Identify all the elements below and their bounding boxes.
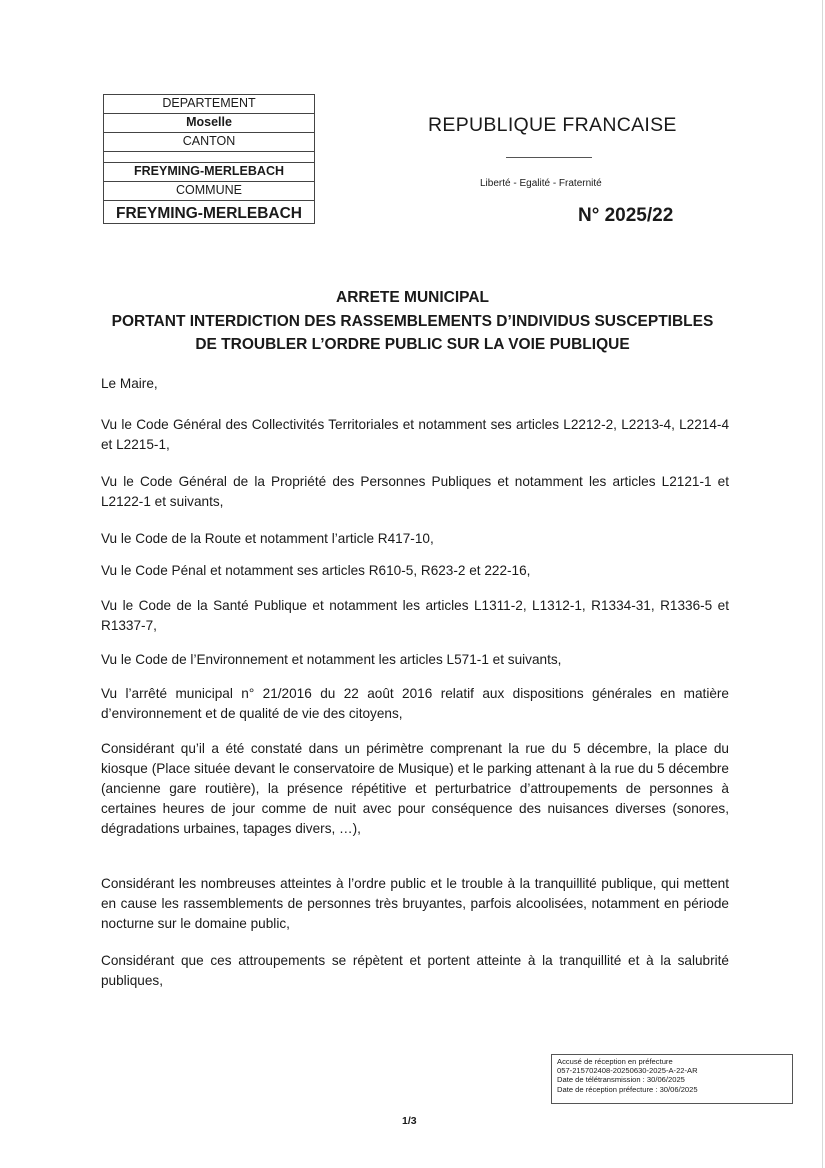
arrete-number: N° 2025/22 <box>578 205 674 226</box>
page-number: 1/3 <box>402 1115 417 1127</box>
receipt-line-4: Date de réception préfecture : 30/06/2025 <box>557 1084 698 1094</box>
visa-paragraph-2: Vu le Code Général de la Propriété des Personnes Publiques et notamment les articles L2121-1 et L2122-1 et suivants, <box>101 474 729 509</box>
box-spacer <box>104 151 314 162</box>
document-title-line-3: DE TROUBLER L’ORDRE PUBLIC SUR LA VOIE PUBLIQUE <box>195 336 630 353</box>
scan-edge-divider <box>822 0 823 1168</box>
republic-heading: REPUBLIQUE FRANCAISE <box>428 114 677 136</box>
visa-paragraph-3: Vu le Code de la Route et notamment l’article R417-10, <box>101 531 434 546</box>
consideration-paragraph-3: Considérant que ces attroupements se répètent et portent atteinte à la tranquillité et à la salubrité publiques, <box>101 953 729 988</box>
document-title-line-2: PORTANT INTERDICTION DES RASSEMBLEMENTS D’INDIVIDUS SUSCEPTIBLES <box>111 313 714 330</box>
receipt-line-1: Accusé de réception en préfecture <box>557 1057 673 1066</box>
consideration-paragraph-1: Considérant qu’il a été constaté dans un périmètre comprenant la rue du 5 décembre, la place du kiosque (Place située devant le conservatoire de Musique) et le parking attenant à la rue du 5 décembre (ancienne gare routière), la présence répétitive et perturbatrice d’attroupements de personnes à certaines heures de jour comme de nuit avec pour conséquence des nuisances diverses (sonores, dégradations urbaines, tapages divers, …), <box>101 741 729 836</box>
canton-value: FREYMING-MERLEBACH <box>104 162 314 181</box>
receipt-line-2: 057-215702408-20250630-2025-A-22-AR <box>557 1066 698 1076</box>
receipt-line-3: Date de télétransmission : 30/06/2025 <box>557 1075 685 1085</box>
republic-motto: Liberté - Egalité - Fraternité <box>480 178 602 189</box>
visa-paragraph-6: Vu le Code de l’Environnement et notamment les articles L571-1 et suivants, <box>101 652 562 667</box>
heading-rule-divider <box>506 157 592 158</box>
visa-paragraph-7: Vu l’arrêté municipal n° 21/2016 du 22 août 2016 relatif aux dispositions générales en matière d’environnement et de qualité de vie des citoyens, <box>101 686 729 721</box>
departement-value: Moselle <box>104 113 314 132</box>
document-title-line-1: ARRETE MUNICIPAL <box>336 289 489 306</box>
commune-value: FREYMING-MERLEBACH <box>104 200 314 224</box>
prefecture-receipt-stamp <box>551 1054 793 1104</box>
intro-paragraph: Le Maire, <box>101 376 158 391</box>
visa-paragraph-1: Vu le Code Général des Collectivités Territoriales et notamment ses articles L2212-2, L2213-4, L2214-4 et L2215-1, <box>101 417 729 452</box>
visa-paragraph-5: Vu le Code de la Santé Publique et notamment les articles L1311-2, L1312-1, R1334-31, R1336-5 et R1337-7, <box>101 598 729 633</box>
visa-paragraph-4: Vu le Code Pénal et notamment ses articles R610-5, R623-2 et 222-16, <box>101 563 531 578</box>
canton-label: CANTON <box>104 132 314 151</box>
consideration-paragraph-2: Considérant les nombreuses atteintes à l’ordre public et le trouble à la tranquillité publique, qui mettent en cause les rassemblements de personnes très bruyantes, parfois alcoolisées, notamment en période nocturne sur le domaine public, <box>101 876 729 931</box>
commune-label: COMMUNE <box>104 181 314 200</box>
departement-label: DEPARTEMENT <box>104 94 314 113</box>
administrative-info-box <box>103 94 315 224</box>
